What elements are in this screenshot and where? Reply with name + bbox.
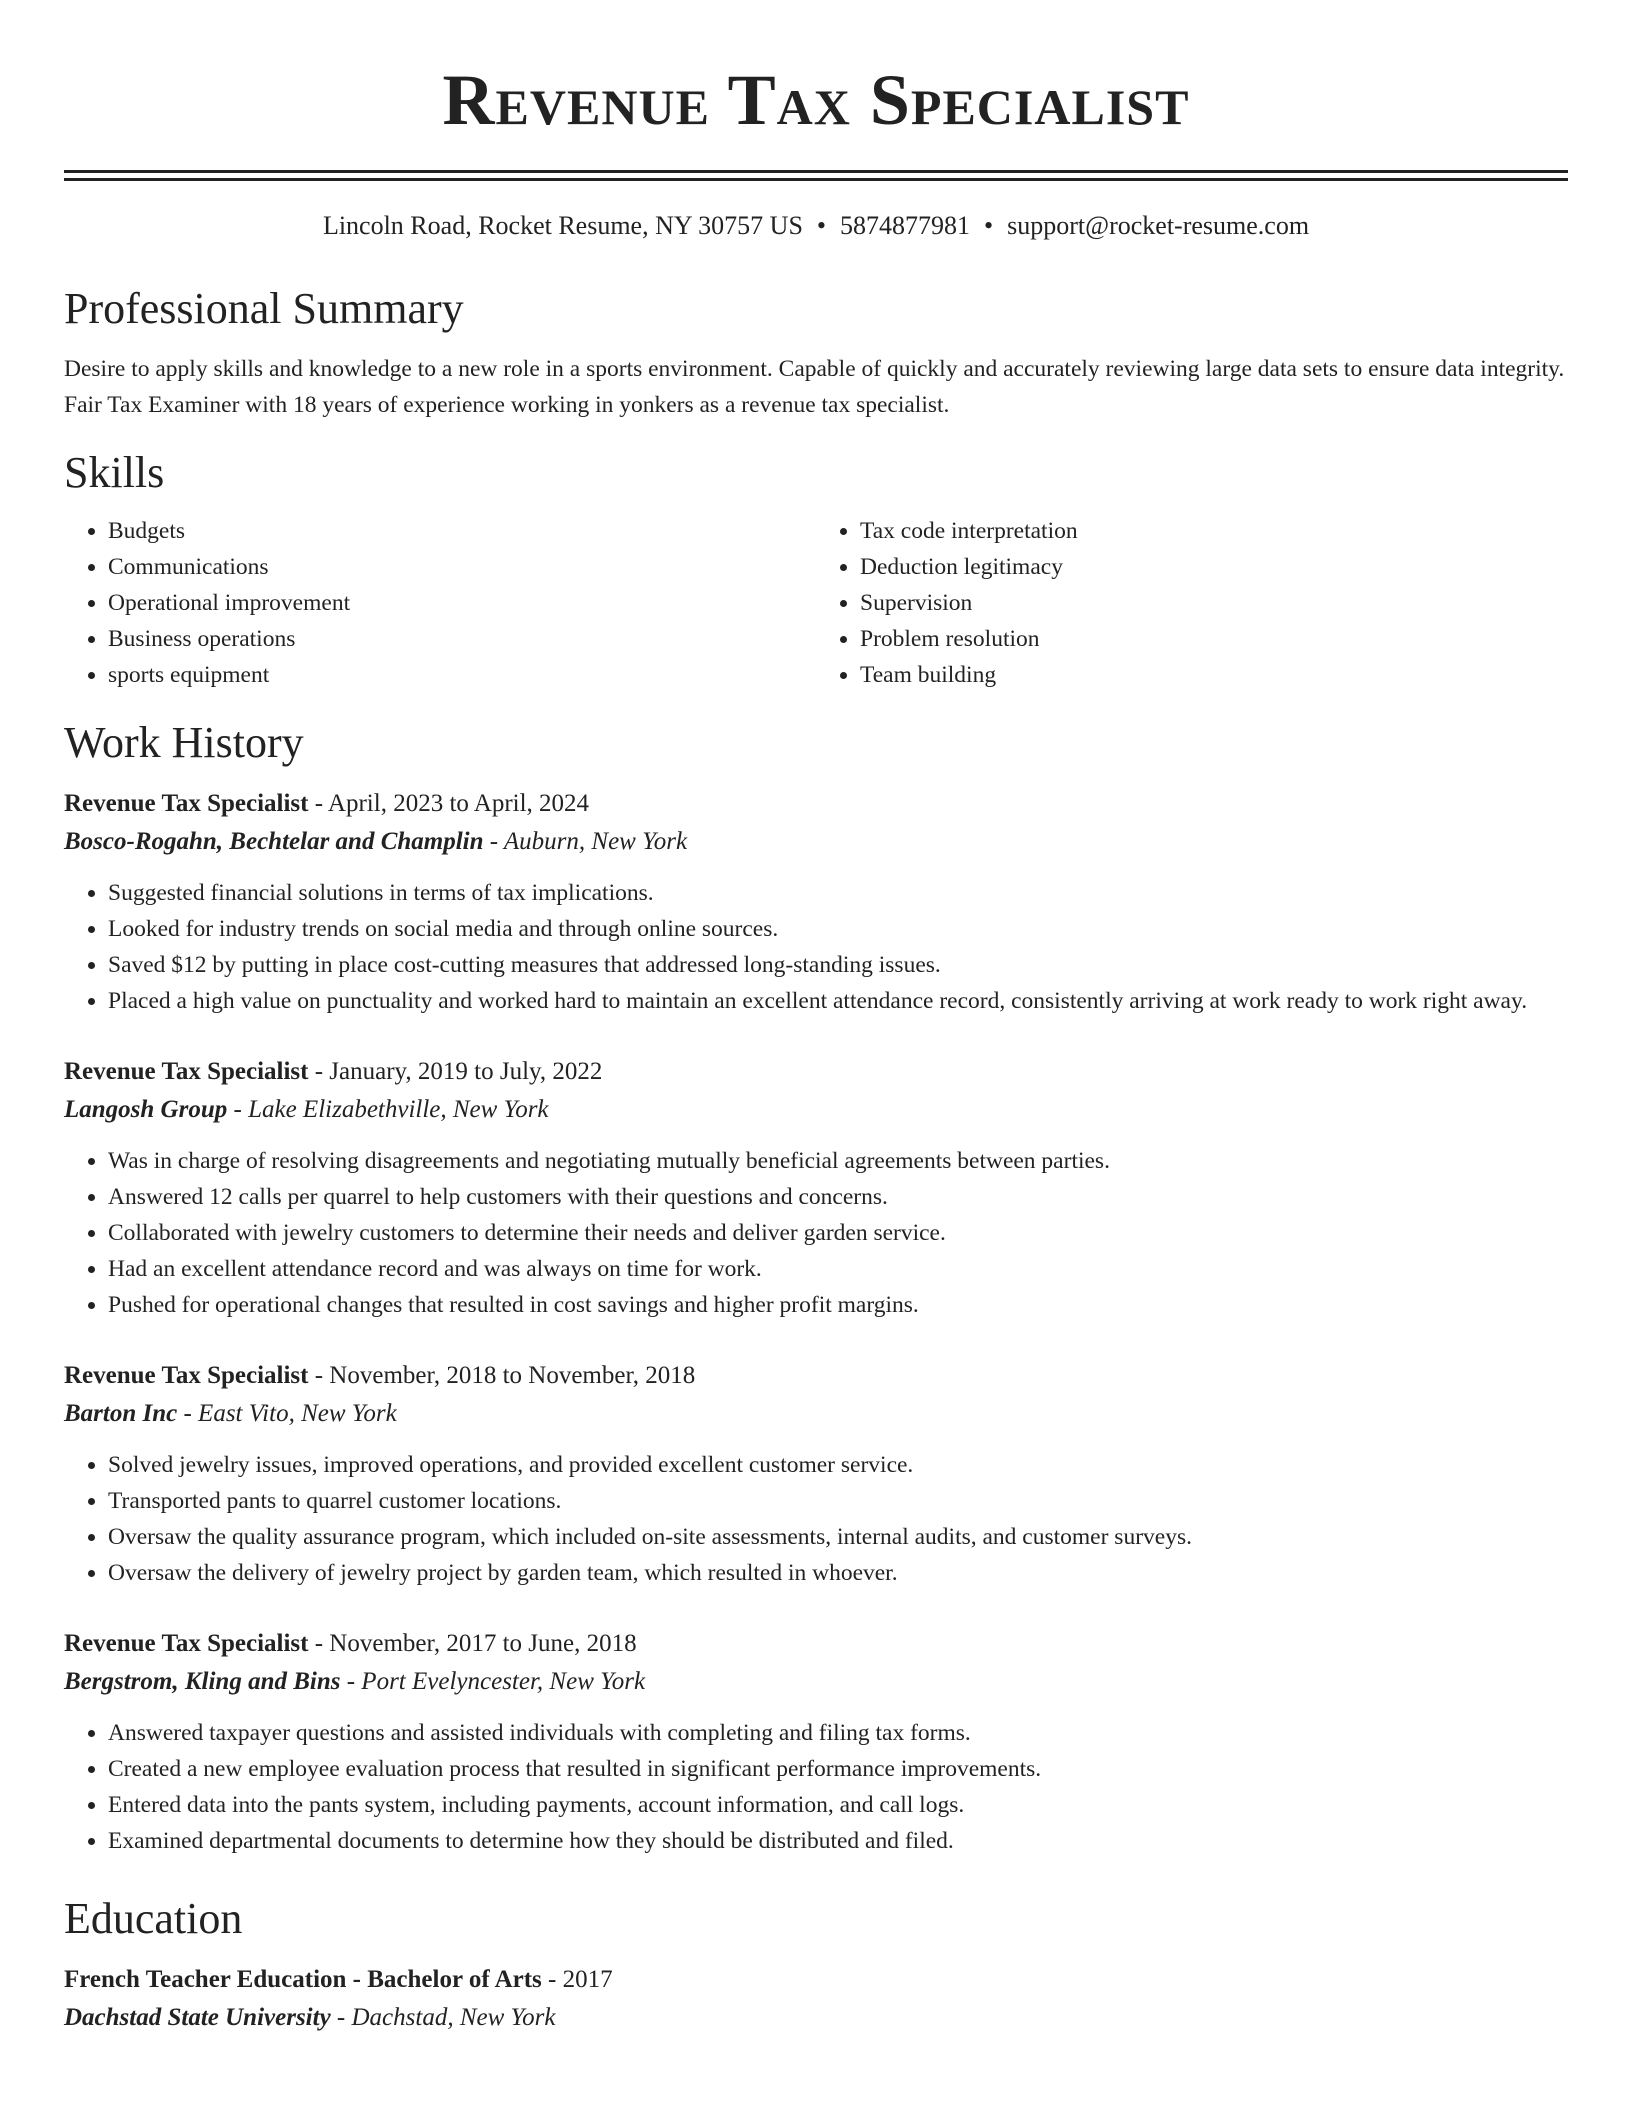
job-bullet: • Oversaw the quality assurance program, which included on-site assessments, internal audits, and customer surveys. [108, 1519, 1568, 1555]
degree-line [64, 1961, 1568, 1999]
skill-item: • Communications [108, 549, 816, 585]
job-bullet: • Collaborated with jewelry customers to determine their needs and deliver garden service. [108, 1215, 1568, 1251]
skill-item: • Tax code interpretation [860, 513, 1568, 549]
job-bullet: • Saved $12 by putting in place cost-cutting measures that addressed long-standing issues. [108, 947, 1568, 983]
contact-address: Lincoln Road, Rocket Resume, NY 30757 US [322, 211, 803, 240]
school-location: - Dachstad, New York [330, 2004, 556, 2031]
job-bullet: • Looked for industry trends on social media and through online sources. [108, 911, 1568, 947]
job-bullet: • Created a new employee evaluation process that resulted in significant performance improvements. [108, 1751, 1568, 1787]
job-bullet: • Suggested financial solutions in terms of tax implications. [108, 875, 1568, 911]
job-dates: - April, 2023 to April, 2024 [308, 790, 590, 817]
company-name: Barton Inc [64, 1400, 178, 1427]
job-title: Revenue Tax Specialist [64, 1630, 309, 1657]
skill-item: • Team building [860, 657, 1568, 693]
job-bullet: • Solved jewelry issues, improved operations, and provided excellent customer service. [108, 1447, 1568, 1483]
company-line [64, 1395, 1568, 1433]
contact-line [64, 209, 1568, 243]
skills-heading: Skills [64, 448, 165, 497]
job-bullet: • Oversaw the delivery of jewelry project by garden team, which resulted in whoever. [108, 1555, 1568, 1591]
job-bullets [64, 1715, 1568, 1859]
skills-right-list [816, 513, 1568, 693]
company-name: Bosco-Rogahn, Bechtelar and Champlin [64, 828, 484, 855]
school-line [64, 1999, 1568, 2037]
education-entry [64, 1961, 1568, 2037]
job-bullet: • Answered taxpayer questions and assisted individuals with completing and filing tax forms. [108, 1715, 1568, 1751]
job-dates: - November, 2017 to June, 2018 [308, 1630, 637, 1657]
job-title-line [64, 1053, 1568, 1091]
summary-heading: Professional Summary [64, 284, 464, 333]
job-bullet: • Placed a high value on punctuality and worked hard to maintain an excellent attendance record, consistently arriving at work ready to work right away. [108, 983, 1568, 1019]
work-history-heading: Work History [64, 718, 304, 767]
job-entry [64, 785, 1568, 1019]
contact-phone: 5874877981 [840, 211, 971, 240]
skills-columns [64, 513, 1568, 693]
job-bullet: • Had an excellent attendance record and was always on time for work. [108, 1251, 1568, 1287]
skills-left-list [64, 513, 816, 693]
contact-separator: • [984, 211, 994, 240]
job-title-line [64, 785, 1568, 823]
resume-title: Revenue Tax Specialist [442, 60, 1190, 140]
company-location: - Lake Elizabethville, New York [227, 1096, 549, 1123]
contact-separator: • [816, 211, 827, 240]
skill-item: • Business operations [108, 621, 816, 657]
job-bullet: • Transported pants to quarrel customer locations. [108, 1483, 1568, 1519]
skill-item: • Deduction legitimacy [860, 549, 1568, 585]
company-location: - Auburn, New York [483, 828, 688, 855]
skill-item: • sports equipment [108, 657, 816, 693]
job-entry [64, 1053, 1568, 1323]
job-title-line [64, 1625, 1568, 1663]
company-line [64, 823, 1568, 861]
job-bullet: • Was in charge of resolving disagreements and negotiating mutually beneficial agreements between parties. [108, 1143, 1568, 1179]
company-line [64, 1663, 1568, 1701]
company-name: Langosh Group [64, 1096, 228, 1123]
degree-year: - 2017 [541, 1966, 613, 1993]
job-bullets [64, 875, 1568, 1019]
degree-name: French Teacher Education - Bachelor of Arts [64, 1966, 542, 1993]
company-location: - Port Evelyncester, New York [340, 1668, 646, 1695]
skill-item: • Supervision [860, 585, 1568, 621]
school-name: Dachstad State University [64, 2004, 331, 2031]
job-bullet: • Answered 12 calls per quarrel to help customers with their questions and concerns. [108, 1179, 1568, 1215]
job-bullets [64, 1447, 1568, 1591]
job-bullet: • Entered data into the pants system, including payments, account information, and call logs. [108, 1787, 1568, 1823]
job-title: Revenue Tax Specialist [64, 790, 309, 817]
company-name: Bergstrom, Kling and Bins [64, 1668, 341, 1695]
job-dates: - January, 2019 to July, 2022 [308, 1058, 603, 1085]
job-entry [64, 1625, 1568, 1859]
contact-email: support@rocket-resume.com [1007, 211, 1310, 240]
skill-item: • Operational improvement [108, 585, 816, 621]
summary-text: Desire to apply skills and knowledge to a new role in a sports environment. Capable of quickly and accurately reviewing large data sets to ensure data integrity. Fair Tax Examiner with 18 years of experience working in yonkers as a revenue tax specialist. [64, 356, 1565, 418]
job-entry [64, 1357, 1568, 1591]
skill-item: • Problem resolution [860, 621, 1568, 657]
job-title: Revenue Tax Specialist [64, 1058, 309, 1085]
job-bullet: • Examined departmental documents to determine how they should be distributed and filed. [108, 1823, 1568, 1859]
company-line [64, 1091, 1568, 1129]
title-divider [64, 170, 1568, 181]
job-bullets [64, 1143, 1568, 1323]
job-title: Revenue Tax Specialist [64, 1362, 309, 1389]
job-bullet: • Pushed for operational changes that resulted in cost savings and higher profit margins. [108, 1287, 1568, 1323]
company-location: - East Vito, New York [177, 1400, 397, 1427]
skill-item: • Budgets [108, 513, 816, 549]
job-dates: - November, 2018 to November, 2018 [308, 1362, 696, 1389]
job-title-line [64, 1357, 1568, 1395]
education-heading: Education [64, 1894, 243, 1943]
